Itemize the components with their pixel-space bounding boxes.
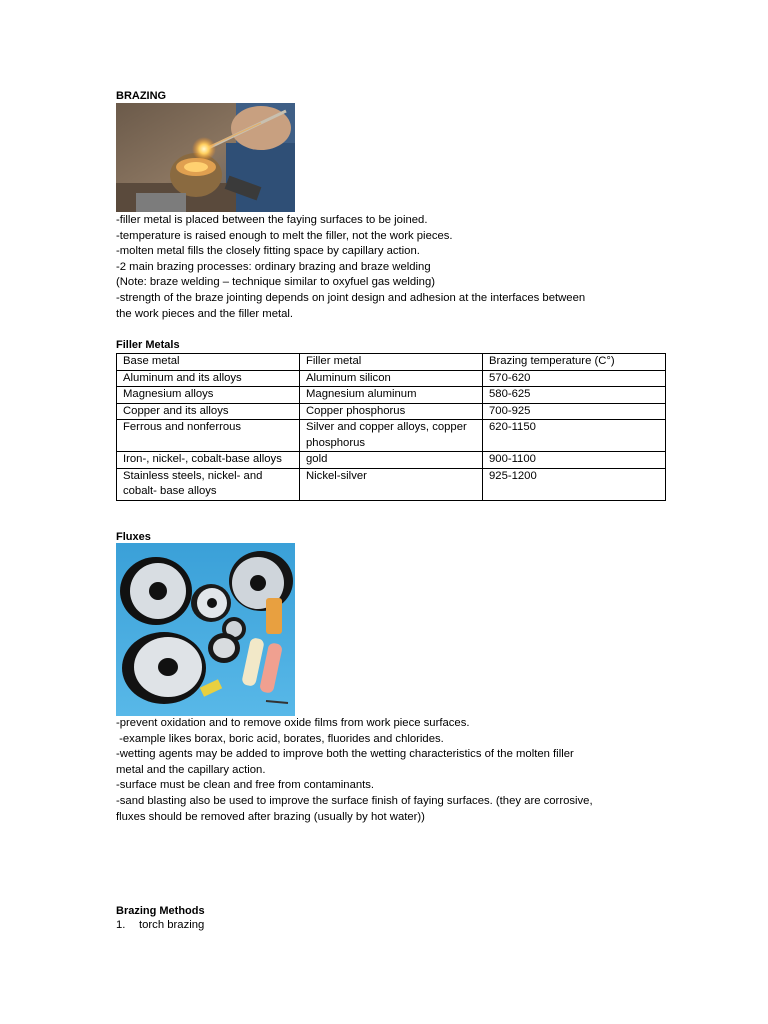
- table-cell: Copper phosphorus: [300, 403, 483, 420]
- column-header-brazing-temperature: Brazing temperature (C°): [483, 354, 666, 371]
- column-header-filler-metal: Filler metal: [300, 354, 483, 371]
- filler-metals-table: [116, 353, 666, 501]
- brazing-point: -temperature is raised enough to melt the filler, not the work pieces.: [116, 229, 453, 242]
- brazing-point: -molten metal fills the closely fitting space by capillary action.: [116, 245, 420, 258]
- table-cell: 700-925: [483, 403, 666, 420]
- brazing-methods-list: [116, 918, 204, 933]
- table-row: [117, 387, 666, 404]
- flux-spools-photo: [116, 543, 295, 716]
- table-cell: Stainless steels, nickel- and cobalt- base alloys: [117, 468, 300, 500]
- brazing-point: the work pieces and the filler metal.: [116, 307, 294, 320]
- table-cell: Magnesium aluminum: [300, 387, 483, 404]
- table-cell: 925-1200: [483, 468, 666, 500]
- table-cell: Nickel-silver: [300, 468, 483, 500]
- table-row: [117, 403, 666, 420]
- table-row: [117, 370, 666, 387]
- brazing-description: [116, 213, 656, 322]
- table-cell: Magnesium alloys: [117, 387, 300, 404]
- flux-point: -prevent oxidation and to remove oxide films from work piece surfaces.: [116, 717, 470, 729]
- brazing-point: -strength of the braze jointing depends on joint design and adhesion at the interfaces between: [116, 291, 586, 304]
- list-item: [116, 918, 204, 933]
- fluxes-heading: Fluxes: [116, 531, 151, 543]
- list-item-label: torch brazing: [139, 919, 205, 931]
- table-cell: Aluminum and its alloys: [117, 370, 300, 387]
- brazing-point: (Note: braze welding – technique similar to oxyfuel gas welding): [116, 276, 435, 289]
- page-title: BRAZING: [116, 90, 167, 102]
- table-row: [117, 468, 666, 500]
- table-cell: 580-625: [483, 387, 666, 404]
- table-header-row: [117, 354, 666, 371]
- flux-point: fluxes should be removed after brazing (usually by hot water)): [116, 810, 425, 823]
- brazing-point: -2 main brazing processes: ordinary brazing and braze welding: [116, 260, 431, 273]
- list-item-number: 1.: [116, 919, 126, 931]
- table-cell: Copper and its alloys: [117, 403, 300, 420]
- flux-point: metal and the capillary action.: [116, 763, 266, 776]
- table-cell: Ferrous and nonferrous: [117, 420, 300, 452]
- table-cell: 570-620: [483, 370, 666, 387]
- table-cell: gold: [300, 452, 483, 469]
- flux-point: -sand blasting also be used to improve the surface finish of faying surfaces. (they are corrosive,: [116, 794, 593, 807]
- table-cell: Silver and copper alloys, copper phosphorus: [300, 420, 483, 452]
- brazing-torch-photo: [116, 103, 295, 212]
- filler-metals-heading: Filler Metals: [116, 339, 180, 351]
- flux-point: -wetting agents may be added to improve both the wetting characteristics of the molten filler: [116, 748, 574, 761]
- table-row: [117, 420, 666, 452]
- table-cell: 900-1100: [483, 452, 666, 469]
- table-row: [117, 452, 666, 469]
- table-cell: Iron-, nickel-, cobalt-base alloys: [117, 452, 300, 469]
- brazing-methods-heading: Brazing Methods: [116, 905, 205, 917]
- fluxes-description: [116, 716, 656, 825]
- table-cell: 620-1150: [483, 420, 666, 452]
- flux-point: -example likes borax, boric acid, borates, fluorides and chlorides.: [116, 732, 444, 745]
- brazing-point: -filler metal is placed between the faying surfaces to be joined.: [116, 214, 428, 226]
- flux-point: -surface must be clean and free from contaminants.: [116, 779, 375, 792]
- table-cell: Aluminum silicon: [300, 370, 483, 387]
- column-header-base-metal: Base metal: [117, 354, 300, 371]
